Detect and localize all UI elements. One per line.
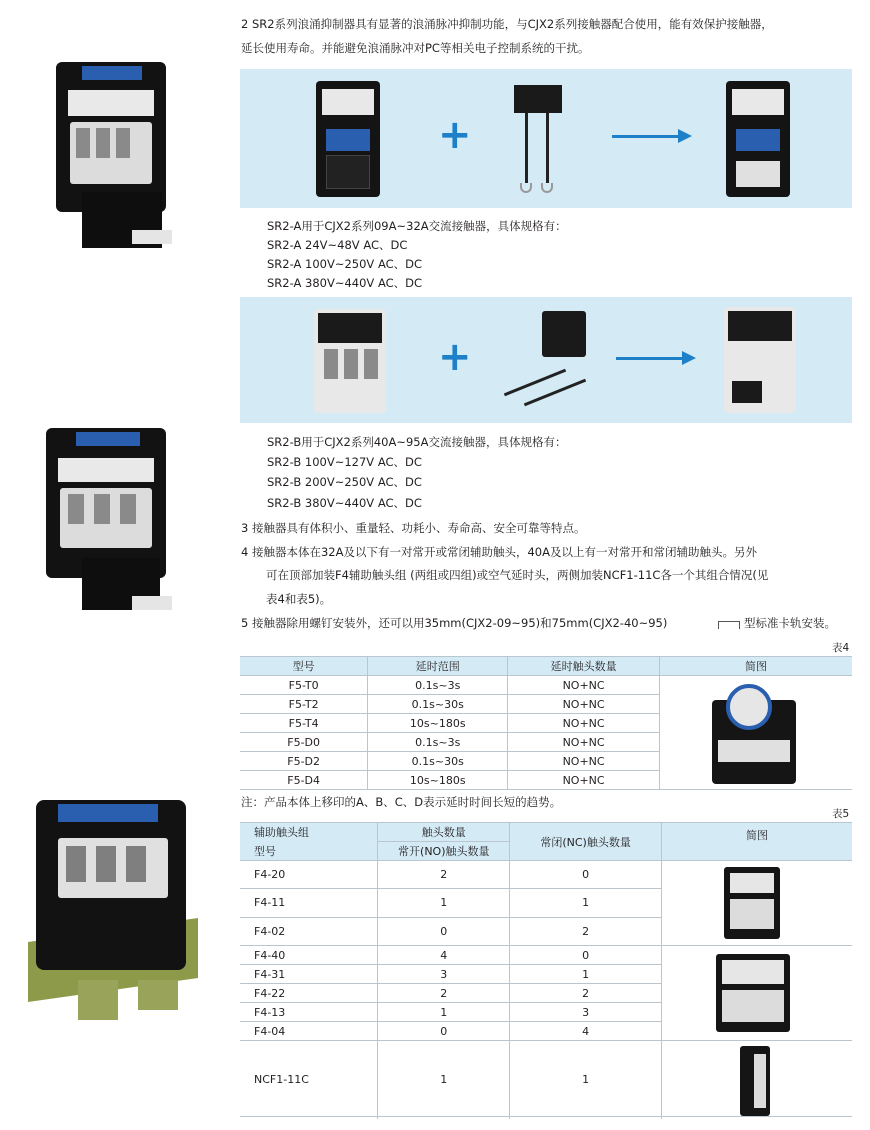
table-cell: 4 <box>378 946 510 965</box>
contactor-photo-large <box>28 790 198 1020</box>
table-cell: 1 <box>510 1041 662 1119</box>
table-cell: 0 <box>378 1022 510 1041</box>
paragraph-5: 5 接触器除用螺钉安装外，还可以用35mm(CJX2-09~95)和75mm(CJX2-40~95) <box>241 616 668 630</box>
table-cell: NO+NC <box>508 695 660 714</box>
sr2a-spec-1: SR2-A 24V~48V AC、DC <box>267 238 408 252</box>
combined-contactor-image <box>724 307 796 413</box>
table-cell: F4-31 <box>240 965 378 984</box>
table-cell: F4-11 <box>240 889 378 917</box>
table5-figure-cell-f4-2 <box>661 861 852 946</box>
table-cell: 3 <box>378 965 510 984</box>
table-cell: 2 <box>378 984 510 1003</box>
arrow-right-icon <box>612 135 680 138</box>
table-cell: 0 <box>378 917 510 945</box>
table5-header-no: 常开(NO)触头数量 <box>378 842 510 861</box>
table-cell: 2 <box>510 917 662 945</box>
din-rail-icon <box>718 621 740 629</box>
table5-header-nc: 常闭(NC)触头数量 <box>510 823 662 861</box>
paragraph-4-line-2: 可在顶部加装F4辅助触头组 (两组或四组)或空气延时头，两侧加装NCF1-11C各一个其组合情况(见 <box>266 568 769 582</box>
paragraph-4-line-1: 4 接触器本体在32A及以下有一对常开或常闭辅助触头，40A及以上有一对常开和常闭辅助触头。另外 <box>241 545 757 559</box>
table-cell: 0 <box>510 861 662 889</box>
table5-header-count: 触头数量 <box>378 823 510 842</box>
table4-header-figure: 简图 <box>659 657 852 676</box>
table-cell: NCF1-11C <box>240 1041 378 1119</box>
table5-header-model: 型号 <box>240 842 378 861</box>
table4-note: 注：产品本体上移印的A、B、C、D表示延时时间长短的趋势。 <box>241 795 562 809</box>
sr2b-spec-2: SR2-B 200V~250V AC、DC <box>267 475 422 489</box>
table5-header-group: 辅助触头组 <box>240 823 378 842</box>
sr2a-combination-banner <box>240 69 852 208</box>
table-row <box>240 946 852 965</box>
table4-figure-cell <box>659 676 852 791</box>
table-cell: F5-D4 <box>240 771 368 790</box>
plus-icon: + <box>438 112 472 158</box>
sr2b-spec-1: SR2-B 100V~127V AC、DC <box>267 455 422 469</box>
table-cell: 1 <box>378 889 510 917</box>
table5-figure-cell-f4-4 <box>661 946 852 1041</box>
table-row <box>240 861 852 889</box>
table-cell: 0 <box>510 946 662 965</box>
table-cell: NO+NC <box>508 714 660 733</box>
table4-header-model: 型号 <box>240 657 368 676</box>
sr2a-spec-2: SR2-A 100V~250V AC、DC <box>267 257 423 271</box>
table5-header-figure: 简图 <box>661 823 852 861</box>
paragraph-4-line-3: 表4和表5)。 <box>266 592 332 606</box>
auxiliary-contact-block-2-image <box>724 867 780 939</box>
table-cell: F4-22 <box>240 984 378 1003</box>
side-auxiliary-contact-image <box>740 1046 770 1116</box>
table-cell: F4-13 <box>240 1003 378 1022</box>
paragraph-2-line-2: 延长使用寿命。并能避免浪涌脉冲对PC等相关电子控制系统的干扰。 <box>241 41 590 55</box>
table-cell: 0.1s~3s <box>368 733 508 752</box>
time-delay-block-image <box>712 700 796 784</box>
table-cell: 0.1s~30s <box>368 695 508 714</box>
table-cell: F4-20 <box>240 861 378 889</box>
table-row <box>240 1041 852 1119</box>
table-cell: 10s~180s <box>368 771 508 790</box>
table5-figure-cell-ncf1 <box>661 1041 852 1119</box>
table4-header-delay-range: 延时范围 <box>368 657 508 676</box>
table5 <box>240 822 852 1119</box>
sr2b-intro: SR2-B用于CJX2系列40A~95A交流接触器，具体规格有： <box>267 435 567 449</box>
sr2a-intro: SR2-A用于CJX2系列09A~32A交流接触器，具体规格有： <box>267 219 567 233</box>
surge-suppressor-image <box>514 85 562 113</box>
table-cell: 1 <box>378 1041 510 1119</box>
table-cell: 1 <box>510 889 662 917</box>
table-cell: F5-D0 <box>240 733 368 752</box>
table-cell: 1 <box>378 1003 510 1022</box>
sr2b-spec-3: SR2-B 380V~440V AC、DC <box>267 496 422 510</box>
sr2a-spec-3: SR2-A 380V~440V AC、DC <box>267 276 423 290</box>
contactor-image <box>316 81 380 197</box>
table-cell: F4-04 <box>240 1022 378 1041</box>
contactor-photo-small <box>52 62 170 248</box>
table-cell: 3 <box>510 1003 662 1022</box>
table-cell: 0.1s~3s <box>368 676 508 695</box>
table4-label: 表4 <box>832 642 850 654</box>
table-cell: NO+NC <box>508 752 660 771</box>
table-cell: F4-40 <box>240 946 378 965</box>
auxiliary-contact-block-4-image <box>716 954 790 1032</box>
table-cell: 1 <box>510 965 662 984</box>
table-cell: F5-T2 <box>240 695 368 714</box>
sr2b-combination-banner <box>240 297 852 423</box>
paragraph-2-line-1: 2 SR2系列浪涌抑制器具有显著的浪涌脉冲抑制功能，与CJX2系列接触器配合使用，能有效保护接触器， <box>241 17 773 31</box>
table-cell: NO+NC <box>508 733 660 752</box>
table-cell: F5-D2 <box>240 752 368 771</box>
table-cell: 2 <box>378 861 510 889</box>
table-cell: 10s~180s <box>368 714 508 733</box>
contactor-photo-medium <box>42 428 170 612</box>
paragraph-3: 3 接触器具有体积小、重量轻、功耗小、寿命高、安全可靠等特点。 <box>241 521 586 535</box>
combined-contactor-image <box>726 81 790 197</box>
paragraph-5-tail: 型标准卡轨安装。 <box>744 616 836 630</box>
contactor-image <box>314 309 386 413</box>
table-cell: F5-T4 <box>240 714 368 733</box>
table4 <box>240 656 852 790</box>
table-cell: NO+NC <box>508 771 660 790</box>
table-cell: NO+NC <box>508 676 660 695</box>
plus-icon: + <box>438 334 472 380</box>
table-row <box>240 676 852 695</box>
table4-header-delay-contacts: 延时触头数量 <box>508 657 660 676</box>
table-cell: 0.1s~30s <box>368 752 508 771</box>
table-cell: 2 <box>510 984 662 1003</box>
arrow-right-icon <box>616 357 684 360</box>
table5-label: 表5 <box>832 808 850 820</box>
table-cell: F5-T0 <box>240 676 368 695</box>
surge-suppressor-image <box>542 311 586 357</box>
table-cell: 4 <box>510 1022 662 1041</box>
table-cell: F4-02 <box>240 917 378 945</box>
